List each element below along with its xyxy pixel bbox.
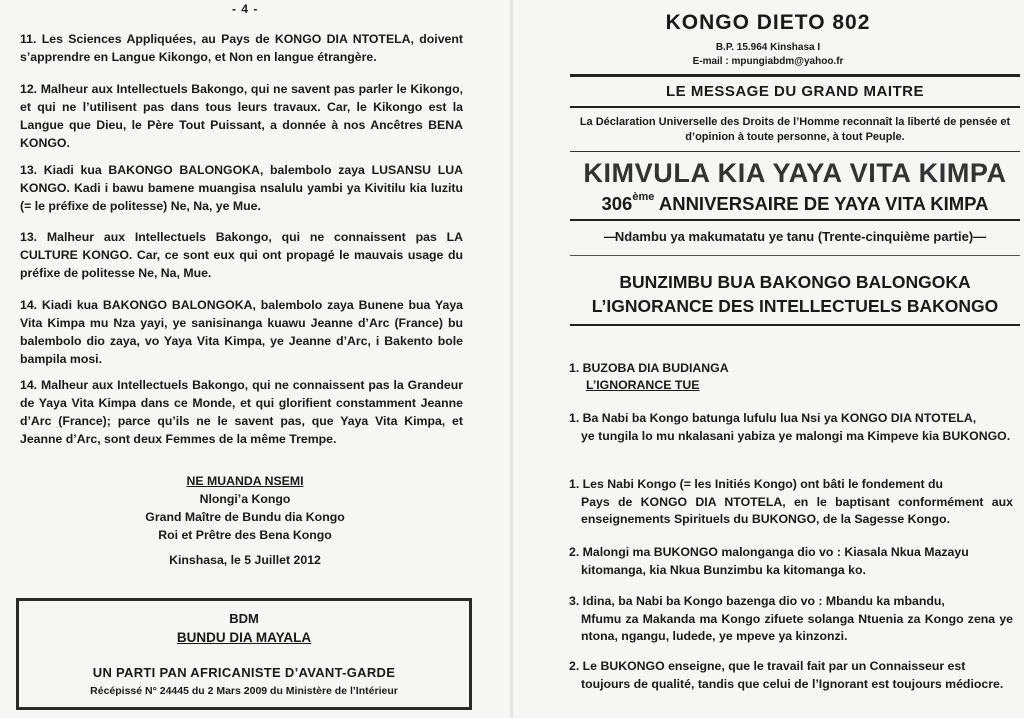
- heading-french: L’IGNORANCE DES INTELLECTUELS BAKONGO: [591, 296, 999, 316]
- right-paragraph-rest: ye tungila lo mu nkalasani yabiza ye malongi ma Kimpeve kia BUKONGO.: [581, 428, 1011, 443]
- right-paragraph-first: 1. Les Nabi Kongo (= les Initiés Kongo) ont bâti le fondement du: [569, 477, 944, 491]
- signature-title-3: Roi et Prêtre des Bena Kongo: [158, 528, 332, 542]
- right-paragraph-first: 1. Ba Nabi ba Kongo batunga lufulu lua Nsi ya KONGO DIA NTOTELA,: [569, 411, 977, 425]
- subtitle: [570, 229, 1020, 244]
- paragraph-14-french: 14. Malheur aux Intellectuels Bakongo, qui ne connaissent pas la Grandeur de Yaya Vita Kimpa dans ce Monde, et qui glorifient constamment Jeanne d’Arc (France); parce qu’ils ne le savent pas, que Yaya Vita Kimpa, et Jeanne d’Arc, sont deux Femmes de la même Trempe.: [20, 378, 463, 446]
- paragraph-13-kikongo: 13. Kiadi kua BAKONGO BALONGOKA, balembolo zaya LUSANSU LUA KONGO. Kadi i bawu bamene muangisa nsalulu yambi ya Kivitilu kia luzitu (= le préfixe de politesse) Ne, Na, ye Mue.: [20, 163, 463, 213]
- right-paragraph: [569, 593, 1013, 646]
- dash-left: —: [603, 229, 615, 244]
- divider: [570, 106, 1020, 108]
- section-title-french: L’IGNORANCE TUE: [586, 378, 700, 392]
- party-receipt: Récépissé N° 24445 du 2 Mars 2009 du Ministère de l’Intérieur: [90, 685, 398, 697]
- dash-right: —: [973, 229, 987, 244]
- heading-kikongo: BUNZIMBU BUA BAKONGO BALONGOKA: [619, 272, 971, 292]
- section-title-kikongo: 1. BUZOBA DIA BUDIANGA: [569, 361, 729, 375]
- right-paragraph-first: 3. Idina, ba Nabi ba Kongo bazenga dio vo : Mbandu ka mbandu,: [569, 594, 945, 608]
- right-paragraph: [569, 476, 1013, 529]
- address-email: E-mail : mpungiabdm@yahoo.fr: [692, 56, 844, 67]
- right-paragraph-first: 2. Malongi ma BUKONGO malonganga dio vo : Kiasala Nkua Mazayu: [569, 545, 969, 559]
- subtitle-text: Ndambu ya makumatatu ye tanu (Trente-cinquième partie): [614, 229, 974, 244]
- party-abbr: BDM: [229, 611, 259, 626]
- section-title-french-wrap: [569, 377, 729, 394]
- party-box: [16, 598, 472, 710]
- paragraph-13-french: 13. Malheur aux Intellectuels Bakongo, qui ne connaissent pas LA CULTURE KONGO. Car, ce sont eux qui ont propagé le mauvais usage du préfixe de politesse Ne, Na, Mue.: [20, 230, 463, 280]
- address-po-box: B.P. 15.964 Kinshasa I: [715, 42, 821, 53]
- signature-block: [100, 472, 390, 544]
- right-paragraph: [569, 410, 1013, 445]
- headline-main: KIMVULA KIA YAYA VITA KIMPA: [583, 158, 1007, 188]
- divider: [570, 324, 1020, 326]
- party-name: BUNDU DIA MAYALA: [176, 630, 312, 645]
- right-paragraph-rest: toujours de qualité, tandis que celui de l’Ignorant est toujours médiocre.: [581, 676, 1004, 691]
- divider: [570, 219, 1020, 221]
- right-paragraph: [569, 544, 1013, 579]
- page-number: - 4 -: [232, 2, 259, 16]
- headline-ordinal: ème: [632, 191, 655, 203]
- divider: [570, 255, 1020, 256]
- paragraph-14-kikongo: 14. Kiadi kua BAKONGO BALONGOKA, balembolo zaya Bunene bua Yaya Vita Kimpa mu Nza yayi, ye sanisinanga kuawu Jeanne d’Arc (France) bu balembolo dio zaya, vo Yaya Vita Kimpa, ye Jeanne d’Arc, i Bakento bole bampila mosi.: [20, 298, 463, 366]
- paragraph-11: 11. Les Sciences Appliquées, au Pays de KONGO DIA NTOTELA, doivent s’apprendre en Langue Kikongo, et Non en langue étrangère.: [20, 32, 463, 64]
- publication-address: [512, 41, 1024, 69]
- section-heading: [569, 360, 729, 394]
- right-paragraph-rest: Mfumu za Makanda ma Kongo zifuete solanga Ntuenia za Kongo zena ye ntona, ngangu, ludede, ye mpeve ya kinzonzi.: [581, 611, 1013, 643]
- paragraph-12: 12. Malheur aux Intellectuels Bakongo, qui ne savent pas parler le Kikongo, et qui ne l’utilisent pas dans tous leurs travaux. Car, le Kikongo est la Langue que Dieu, le Père Tout Puissant, a donnée à nos Ancêtres BENA KONGO.: [20, 82, 463, 150]
- message-title: LE MESSAGE DU GRAND MAITRE: [665, 83, 924, 100]
- right-paragraph-rest: Pays de KONGO DIA NTOTELA, en le baptisant conformément aux enseignements Spirituels du BUKONGO, de la Sagesse Kongo.: [581, 494, 1013, 526]
- declaration-quote: La Déclaration Universelle des Droits de l’Homme reconnaît la liberté de pensée et d’opinion à toute personne, à tout Peuple.: [579, 116, 1011, 143]
- signature-title-1: Nlongi’a Kongo: [199, 492, 291, 506]
- right-page: [512, 0, 1024, 718]
- headline-anniversary: [570, 193, 1020, 215]
- right-paragraph: [569, 658, 1013, 693]
- right-paragraph-first: 2. Le BUKONGO enseigne, que le travail fait par un Connaisseur est: [569, 659, 966, 673]
- headline-rest: ANNIVERSAIRE DE YAYA VITA KIMPA: [654, 193, 989, 214]
- divider: [570, 151, 1020, 152]
- divider: [570, 74, 1020, 77]
- right-paragraph-rest: kitomanga, kia Nkua Bunzimbu ka kitomanga ko.: [581, 562, 866, 577]
- signature-name: NE MUANDA NSEMI: [186, 474, 304, 488]
- publication-title: KONGO DIETO 802: [665, 11, 871, 34]
- headline-number: 306: [601, 193, 633, 214]
- party-tagline: UN PARTI PAN AFRICANISTE D’AVANT-GARDE: [92, 665, 396, 680]
- signature-title-2: Grand Maître de Bundu dia Kongo: [145, 510, 345, 524]
- place-date: Kinshasa, le 5 Juillet 2012: [169, 553, 321, 567]
